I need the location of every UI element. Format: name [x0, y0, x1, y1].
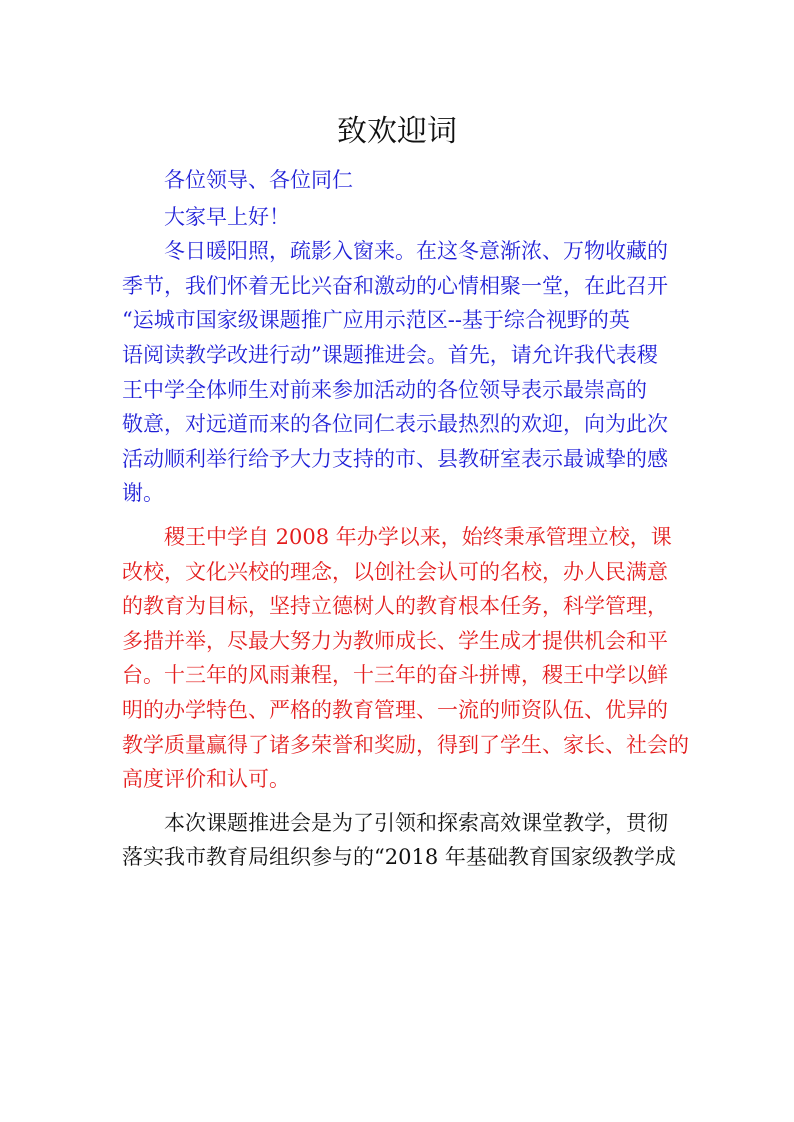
paragraph-meeting-purpose	[122, 806, 682, 875]
paragraph-welcome	[122, 234, 682, 511]
paragraph-line: 活动顺利举行给予大力支持的市、县教研室表示最诚挚的感	[122, 446, 668, 471]
paragraph-line: 的教育为目标，坚持立德树人的教育根本任务，科学管理，	[122, 594, 668, 619]
document-title: 致欢迎词	[337, 114, 457, 149]
paragraph-line: 高度评价和认可。	[122, 767, 290, 792]
greeting-line-1: 各位领导、各位同仁	[164, 168, 353, 192]
paragraph-line: 敬意，对远道而来的各位同仁表示最热烈的欢迎，向为此次	[122, 412, 668, 437]
paragraph-line: 改校，文化兴校的理念，以创社会认可的名校，办人民满意	[122, 559, 668, 584]
greeting-line-2: 大家早上好！	[164, 204, 290, 229]
paragraph-line: 台。十三年的风雨兼程，十三年的奋斗拼博，稷王中学以鲜	[122, 663, 668, 688]
paragraph-line: 本次课题推进会是为了引领和探索高效课堂教学，贯彻	[164, 810, 668, 835]
paragraph-line: 谢。	[122, 481, 164, 506]
paragraph-line: 季节，我们怀着无比兴奋和激动的心情相聚一堂，在此召开	[122, 273, 668, 298]
paragraph-line: 语阅读教学改进行动”课题推进会。首先，请允许我代表稷	[122, 342, 658, 367]
paragraph-line: 落实我市教育局组织参与的“2018 年基础教育国家级教学成	[122, 845, 676, 870]
paragraph-line: 教学质量赢得了诸多荣誉和奖励，得到了学生、家长、社会的	[122, 732, 689, 757]
document-body	[122, 163, 689, 875]
paragraph-line: 冬日暖阳照，疏影入窗来。在这冬意渐浓、万物收藏的	[164, 239, 668, 264]
paragraph-school-history	[122, 520, 689, 797]
paragraph-line: “运城市国家级课题推广应用示范区--基于综合视野的英	[122, 308, 630, 333]
paragraph-line: 多措并举，尽最大努力为教师成长、学生成才提供机会和平	[122, 628, 668, 653]
paragraph-line: 稷王中学自 2008 年办学以来，始终秉承管理立校，课	[164, 524, 672, 549]
paragraph-line: 明的办学特色、严格的教育管理、一流的师资队伍、优异的	[122, 697, 668, 722]
paragraph-line: 王中学全体师生对前来参加活动的各位领导表示最崇高的	[122, 377, 647, 402]
